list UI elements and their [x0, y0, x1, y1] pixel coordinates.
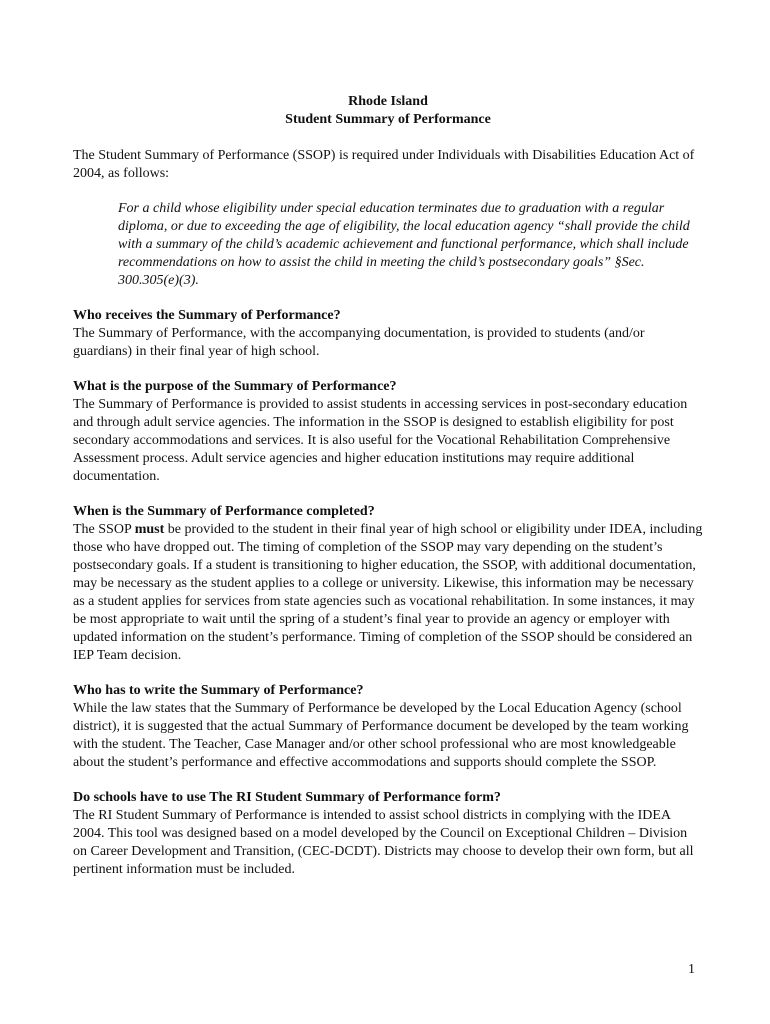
section-form-use — [73, 789, 703, 879]
section-heading: Who has to write the Summary of Performance? — [73, 683, 364, 698]
section-when-completed — [73, 503, 703, 665]
section-body — [73, 521, 703, 665]
section-body: The Summary of Performance is provided to assist students in accessing services in post-secondary education and through adult service agencies. The information in the SSOP is designed to establish eligibility for post secondary accommodations and services. It is also useful for the Vocational Rehabilitation Comprehensive Assessment process. Adult service agencies and higher education institutions may require additional documentation. — [73, 397, 688, 484]
title-document-name: Student Summary of Performance — [285, 112, 491, 127]
section-body-prefix: The SSOP — [73, 522, 135, 537]
document-title — [73, 93, 703, 129]
section-heading: Do schools have to use The RI Student Summary of Performance form? — [73, 790, 501, 805]
title-state: Rhode Island — [348, 94, 428, 109]
regulation-quote: For a child whose eligibility under special education terminates due to graduation with a regular diploma, or due to exceeding the age of eligibility, the local education agency “shall provide the child with a summary of the child’s academic achievement and functional performance, which shall include recommendations on how to assist the child in meeting the child’s postsecondary goals” §Sec. 300.305(e)(3). — [118, 201, 690, 288]
section-body: The RI Student Summary of Performance is intended to assist school districts in complying with the IDEA 2004. This tool was designed based on a model developed by the Council on Exceptional Children – Division on Career Development and Transition, (CEC-DCDT). Districts may choose to develop their own form, but all pertinent information must be included. — [73, 808, 694, 877]
section-who-writes — [73, 682, 703, 772]
section-heading: When is the Summary of Performance completed? — [73, 504, 375, 519]
section-body: The Summary of Performance, with the accompanying documentation, is provided to students (and/or guardians) in their final year of high school. — [73, 326, 645, 359]
section-purpose — [73, 378, 703, 486]
page-number: 1 — [688, 962, 695, 977]
intro-paragraph: The Student Summary of Performance (SSOP) is required under Individuals with Disabilities Education Act of 2004, as follows: — [73, 148, 695, 181]
section-heading: Who receives the Summary of Performance? — [73, 308, 341, 323]
section-body: While the law states that the Summary of Performance be developed by the Local Education Agency (school district), it is suggested that the actual Summary of Performance document be developed by the team working with the student. The Teacher, Case Manager and/or other school professional who are most knowledgeable about the student’s performance and effective accommodations and supports should complete the SSOP. — [73, 701, 689, 770]
section-heading: What is the purpose of the Summary of Performance? — [73, 379, 397, 394]
section-body-rest: be provided to the student in their final year of high school or eligibility under IDEA, including those who have dropped out. The timing of completion of the SSOP may vary depending on the student’s postsecondary goals. If a student is transitioning to higher education, the SSOP, with additional documentation, may be necessary as the student applies to a college or university. Likewise, this information may be necessary as a student applies for services from state agencies such as vocational rehabilitation. In some instances, it may be most appropriate to wait until the spring of a student’s final year to provide an agency or employer with updated information on the student’s performance. Timing of completion of the SSOP should be considered an IEP Team decision. — [73, 522, 703, 663]
section-who-receives — [73, 307, 703, 361]
document-content — [73, 93, 703, 896]
emphasis-must: must — [134, 522, 165, 537]
